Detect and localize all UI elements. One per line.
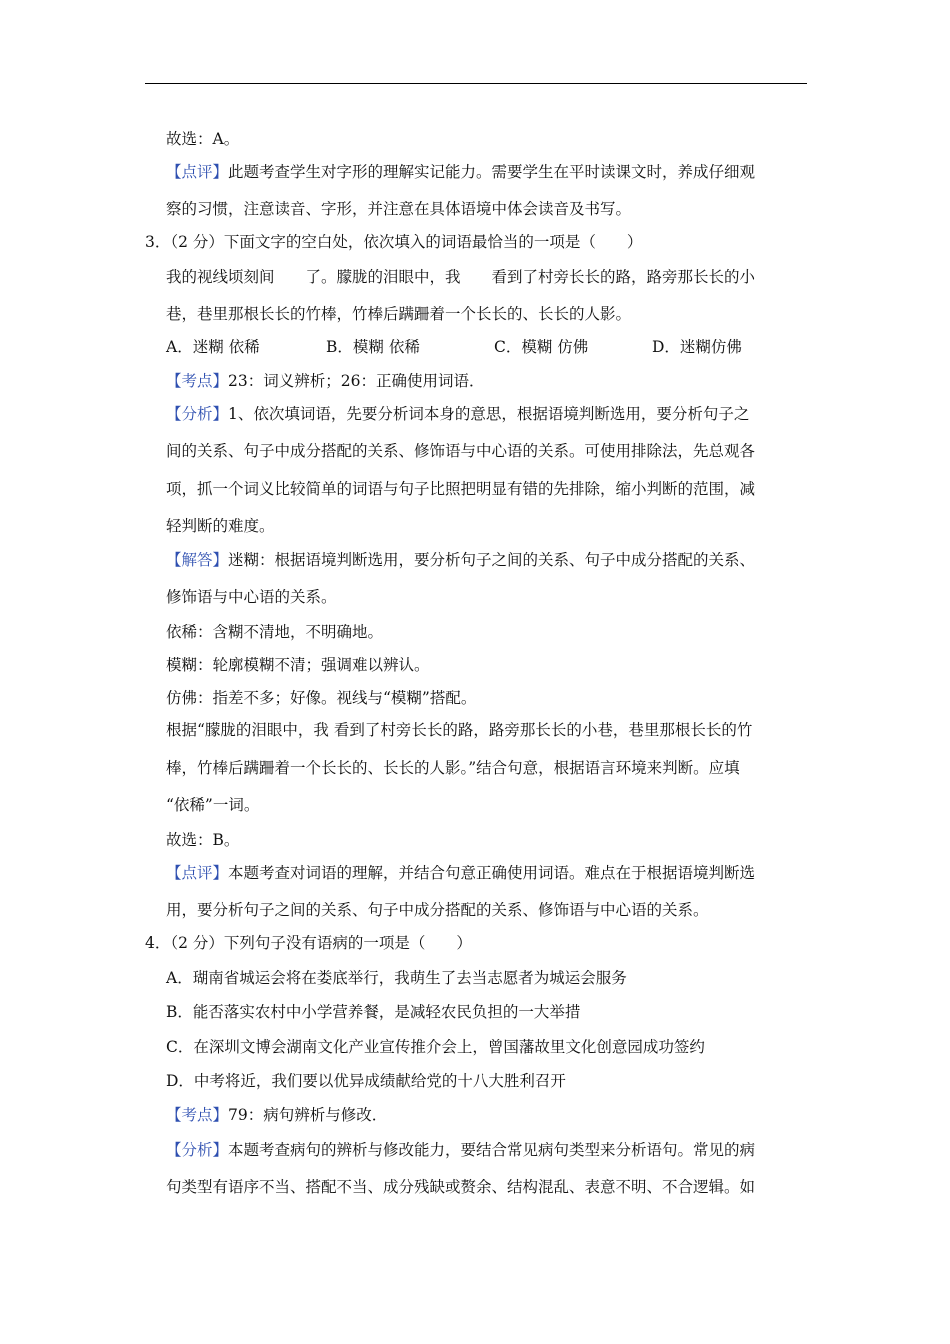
comment-paragraph-2-cont: 用，要分析句子之间的关系、句子中成分搭配的关系、修饰语与中心语的关系。 [166,901,709,919]
selection-line: 故选：A。 [166,130,240,148]
answer-line-3: 依稀：含糊不清地，不明确地。 [166,623,384,641]
selection-line-2: 故选：B。 [166,831,240,849]
answer-line-4: 模糊：轮廓模糊不清；强调难以辨认。 [166,656,430,674]
analysis-paragraph: 【分析】1、依次填词语，先要分析词本身的意思，根据语境判断选用，要分析句子之 [166,405,750,423]
answer-line-5: 仿佛：指差不多；好像。视线与“模糊”搭配。 [166,689,477,707]
option-d: D．迷糊仿佛 [652,338,742,356]
analysis-paragraph-2: 【分析】本题考查病句的辨析与修改能力，要结合常见病句类型来分析语句。常见的病 [166,1141,756,1159]
analysis-paragraph-2-cont: 句类型有语序不当、搭配不当、成分残缺或赘余、结构混乱、表意不明、不合逻辑。如 [166,1178,756,1196]
question-3-text-cont: 巷，巷里那根长长的竹棒，竹棒后蹒跚着一个长长的、长长的人影。 [166,305,632,323]
answer-line-8: “依稀”一词。 [166,796,260,814]
question-3-text: 我的视线顷刻间 了。朦胧的泪眼中，我 看到了村旁长长的路，路旁那长长的小 [166,268,756,286]
analysis-line-3: 项，抓一个词义比较简单的词语与句子比照把明显有错的先排除，缩小判断的范围，减 [166,480,756,498]
comment-paragraph-2: 【点评】本题考查对词语的理解，并结合句意正确使用词语。难点在于根据语境判断选 [166,864,756,882]
question-4-option-c: C．在深圳文博会湖南文化产业宣传推介会上，曾国藩故里文化创意园成功签约 [166,1038,705,1056]
option-c: C．模糊 仿佛 [494,338,589,356]
header-rule [145,83,807,84]
answer-line-7: 棒，竹棒后蹒跚着一个长长的、长长的人影。”结合句意，根据语言环境来判断。应填 [166,759,740,777]
question-3-stem: 3．（2 分）下面文字的空白处，依次填入的词语最恰当的一项是（ ） [145,233,643,251]
question-4-option-b: B．能否落实农村中小学营养餐，是减轻农民负担的一大举措 [166,1003,581,1021]
analysis-tag: 【分析】 [166,1141,229,1159]
analysis-line-2: 间的关系、句子中成分搭配的关系、修饰语与中心语的关系。可使用排除法，先总观各 [166,442,756,460]
point-line-2: 【考点】79：病句辨析与修改． [166,1106,388,1124]
point-tag: 【考点】 [166,372,229,390]
option-a: A．迷糊 依稀 [166,338,260,356]
analysis-line-4: 轻判断的难度。 [166,517,275,535]
answer-line-2: 修饰语与中心语的关系。 [166,588,337,606]
comment-tag: 【点评】 [166,864,229,882]
question-4-option-a: A．瑚南省城运会将在娄底举行，我萌生了去当志愿者为城运会服务 [166,969,627,987]
answer-line-6: 根据“朦胧的泪眼中，我 看到了村旁长长的路，路旁那长长的小巷，巷里那根长长的竹 [166,721,753,739]
answer-paragraph: 【解答】迷糊：根据语境判断选用，要分析句子之间的关系、句子中成分搭配的关系、 [166,551,756,569]
point-line: 【考点】23：词义辨析；26：正确使用词语． [166,372,485,390]
answer-tag: 【解答】 [166,551,229,569]
comment-paragraph: 【点评】此题考查学生对字形的理解实记能力。需要学生在平时读课文时，养成仔细观 [166,163,756,181]
question-4-option-d: D．中考将近，我们要以优异成绩献给党的十八大胜利召开 [166,1072,566,1090]
comment-tag: 【点评】 [166,163,229,181]
option-b: B．模糊 依稀 [326,338,420,356]
question-3-options [166,337,742,357]
point-tag: 【考点】 [166,1106,229,1124]
analysis-tag: 【分析】 [166,405,229,423]
comment-paragraph-cont: 察的习惯，注意读音、字形，并注意在具体语境中体会读音及书写。 [166,200,632,218]
question-4-stem: 4．（2 分）下列句子没有语病的一项是（ ） [145,934,472,952]
